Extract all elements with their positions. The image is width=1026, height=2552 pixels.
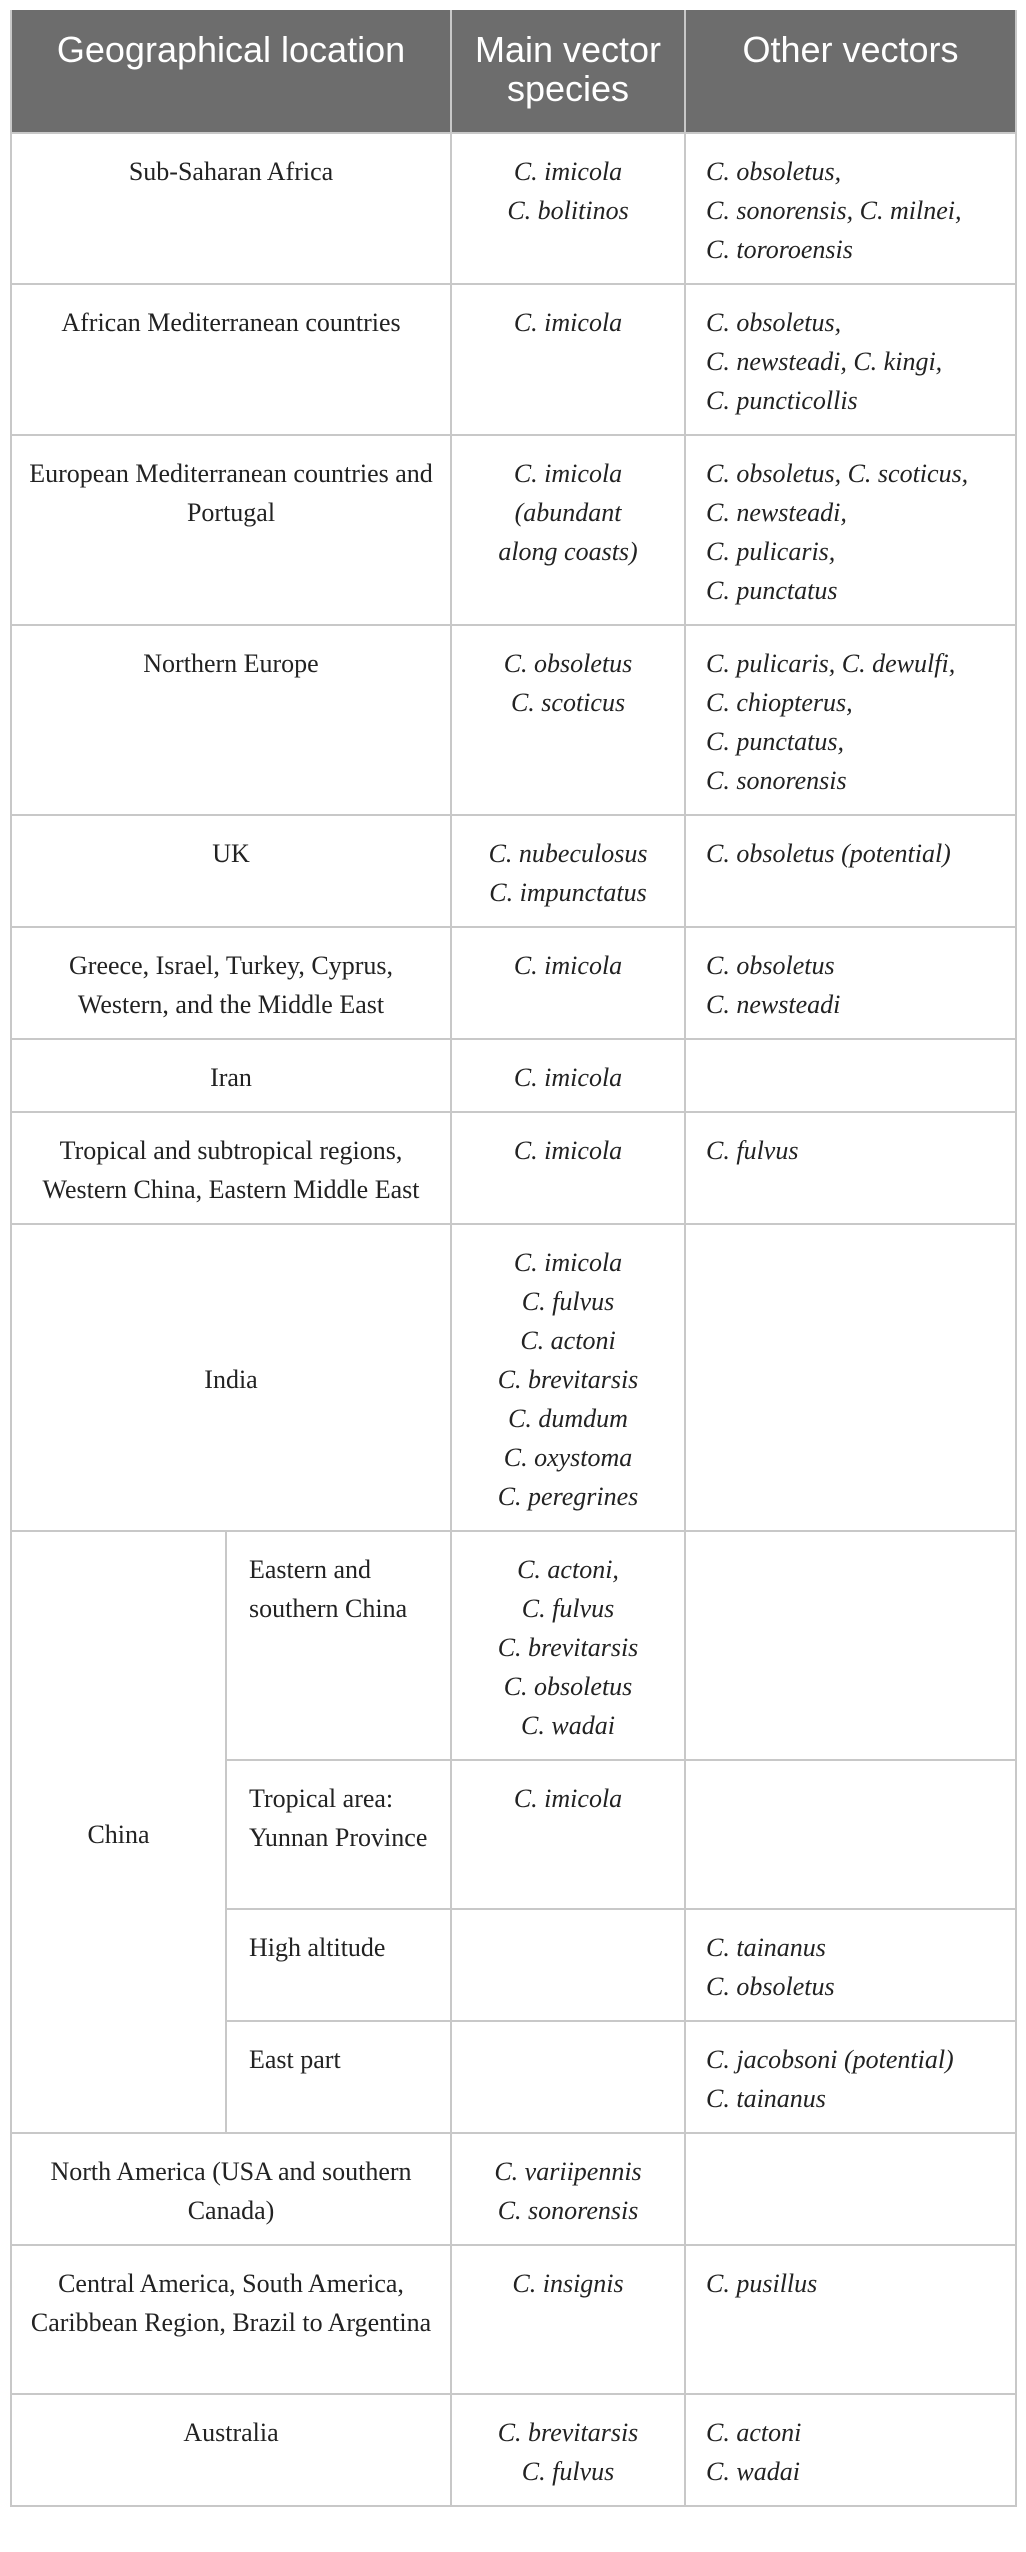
main-vector-cell xyxy=(451,2245,685,2394)
species-name: C. fulvus xyxy=(521,1594,615,1623)
main-vector-cell xyxy=(451,284,685,435)
main-vector-cell xyxy=(451,1112,685,1224)
table-row xyxy=(11,133,1016,284)
other-vectors-cell xyxy=(685,435,1016,625)
location-cell: North America (USA and southern Canada) xyxy=(11,2133,451,2245)
header-other-vectors: Other vectors xyxy=(685,10,1016,133)
other-vectors-cell xyxy=(685,284,1016,435)
species-name: C. impunctatus xyxy=(489,878,647,907)
species-name: C. brevitarsis xyxy=(497,2418,639,2447)
other-vectors-cell xyxy=(685,2133,1016,2245)
species-name: C. imicola xyxy=(513,308,623,337)
sublocation-cell: High altitude xyxy=(226,1909,451,2021)
main-vector-cell xyxy=(451,1531,685,1760)
species-name: C. tororoensis xyxy=(706,235,853,264)
species-name: C. pusillus xyxy=(706,2269,818,2298)
species-name: C. imicola xyxy=(513,157,623,186)
species-name: C. scoticus xyxy=(510,688,626,717)
species-name: C. newsteadi, C. kingi, xyxy=(706,347,943,376)
species-name: C. actoni xyxy=(520,1326,616,1355)
other-vectors-cell xyxy=(685,1760,1016,1909)
other-vectors-cell xyxy=(685,1112,1016,1224)
main-vector-cell xyxy=(451,1909,685,2021)
table-row xyxy=(11,1531,1016,1760)
location-cell: European Mediterranean countries and Portugal xyxy=(11,435,451,625)
header-geographical-location: Geographical location xyxy=(11,10,451,133)
species-name: C. fulvus xyxy=(521,2457,615,2486)
species-name: C. punctatus, xyxy=(706,727,844,756)
main-vector-cell xyxy=(451,1039,685,1112)
sublocation-cell: Eastern and southern China xyxy=(226,1531,451,1760)
species-name: C. chiopterus, xyxy=(706,688,853,717)
species-name: C. jacobsoni (potential) xyxy=(706,2045,954,2074)
species-name: C. sonorensis xyxy=(706,766,847,795)
species-name: C. wadai xyxy=(706,2457,800,2486)
table-row xyxy=(11,2394,1016,2506)
species-name: C. oxystoma xyxy=(503,1443,633,1472)
other-vectors-cell xyxy=(685,1531,1016,1760)
species-name: C. brevitarsis xyxy=(497,1365,639,1394)
species-name: C. obsoletus xyxy=(503,649,633,678)
main-vector-cell xyxy=(451,2133,685,2245)
species-name: C. brevitarsis xyxy=(497,1633,639,1662)
main-vector-cell xyxy=(451,435,685,625)
location-cell: African Mediterranean countries xyxy=(11,284,451,435)
other-vectors-cell xyxy=(685,625,1016,815)
other-vectors-cell xyxy=(685,1909,1016,2021)
other-vectors-cell xyxy=(685,2394,1016,2506)
species-name: C. obsoletus xyxy=(706,1972,835,2001)
table-row xyxy=(11,2245,1016,2394)
main-vector-cell xyxy=(451,815,685,927)
species-name: C. sonorensis, C. milnei, xyxy=(706,196,962,225)
main-vector-cell xyxy=(451,1224,685,1531)
table-row xyxy=(11,2133,1016,2245)
species-name: C. imicola xyxy=(513,1136,623,1165)
sublocation-cell: Tropical area: Yunnan Province xyxy=(226,1760,451,1909)
species-name: C. wadai xyxy=(521,1711,615,1740)
other-vectors-cell xyxy=(685,2245,1016,2394)
location-cell: UK xyxy=(11,815,451,927)
location-cell: Central America, South America, Caribbean Region, Brazil to Argentina xyxy=(11,2245,451,2394)
species-name: C. actoni, xyxy=(517,1555,619,1584)
species-name: C. imicola xyxy=(513,1063,623,1092)
species-name: C. obsoletus (potential) xyxy=(706,839,951,868)
species-name: C. pulicaris, C. dewulfi, xyxy=(706,649,956,678)
species-name: C. newsteadi xyxy=(706,990,841,1019)
other-vectors-cell xyxy=(685,133,1016,284)
species-name: C. imicola xyxy=(513,459,623,488)
location-cell: Australia xyxy=(11,2394,451,2506)
location-cell: Tropical and subtropical regions, Western China, Eastern Middle East xyxy=(11,1112,451,1224)
header-main-vector-species: Main vector species xyxy=(451,10,685,133)
table-row xyxy=(11,927,1016,1039)
table-row xyxy=(11,815,1016,927)
species-name: C. variipennis xyxy=(494,2157,642,2186)
other-vectors-cell xyxy=(685,2021,1016,2133)
species-name: C. tainanus xyxy=(706,2084,826,2113)
species-name: C. bolitinos xyxy=(507,196,629,225)
species-name: C. obsoletus xyxy=(706,951,835,980)
main-vector-cell xyxy=(451,625,685,815)
main-vector-cell xyxy=(451,133,685,284)
species-name: C. actoni xyxy=(706,2418,802,2447)
vector-species-table xyxy=(10,10,1017,2507)
species-name: C. fulvus xyxy=(521,1287,615,1316)
species-name: C. tainanus xyxy=(706,1933,826,1962)
species-name: C. pulicaris, xyxy=(706,537,836,566)
species-name: C. obsoletus xyxy=(503,1672,633,1701)
species-name: C. imicola xyxy=(513,1784,623,1813)
table-row xyxy=(11,1112,1016,1224)
other-vectors-cell xyxy=(685,927,1016,1039)
table-row xyxy=(11,1039,1016,1112)
main-vector-cell xyxy=(451,2394,685,2506)
table-body xyxy=(11,133,1016,2506)
table-row xyxy=(11,284,1016,435)
species-name: C. obsoletus, C. scoticus, xyxy=(706,459,969,488)
main-vector-cell xyxy=(451,927,685,1039)
species-name: C. sonorensis xyxy=(497,2196,639,2225)
species-name: C. insignis xyxy=(512,2269,624,2298)
species-name: C. newsteadi, xyxy=(706,498,847,527)
other-vectors-cell xyxy=(685,815,1016,927)
species-name: C. peregrines xyxy=(497,1482,639,1511)
species-name: C. puncticollis xyxy=(706,386,858,415)
sublocation-cell: East part xyxy=(226,2021,451,2133)
species-name: C. punctatus xyxy=(706,576,838,605)
other-vectors-cell xyxy=(685,1039,1016,1112)
table-header-row xyxy=(11,10,1016,133)
location-cell: Sub-Saharan Africa xyxy=(11,133,451,284)
main-vector-cell xyxy=(451,2021,685,2133)
table-row xyxy=(11,1224,1016,1531)
main-vector-cell xyxy=(451,1760,685,1909)
location-cell: India xyxy=(11,1224,451,1531)
species-name: C. imicola xyxy=(513,951,623,980)
species-name: C. dumdum xyxy=(508,1404,628,1433)
species-name: C. obsoletus, xyxy=(706,308,842,337)
location-cell-china: China xyxy=(11,1531,226,2133)
species-name: (abundant xyxy=(514,498,622,527)
species-name: C. fulvus xyxy=(706,1136,799,1165)
table-row xyxy=(11,435,1016,625)
location-cell: Iran xyxy=(11,1039,451,1112)
location-cell: Northern Europe xyxy=(11,625,451,815)
other-vectors-cell xyxy=(685,1224,1016,1531)
species-name: C. obsoletus, xyxy=(706,157,842,186)
table-row xyxy=(11,625,1016,815)
species-name: along coasts) xyxy=(498,537,638,566)
species-name: C. nubeculosus xyxy=(488,839,648,868)
location-cell: Greece, Israel, Turkey, Cyprus, Western, and the Middle East xyxy=(11,927,451,1039)
species-name: C. imicola xyxy=(513,1248,623,1277)
